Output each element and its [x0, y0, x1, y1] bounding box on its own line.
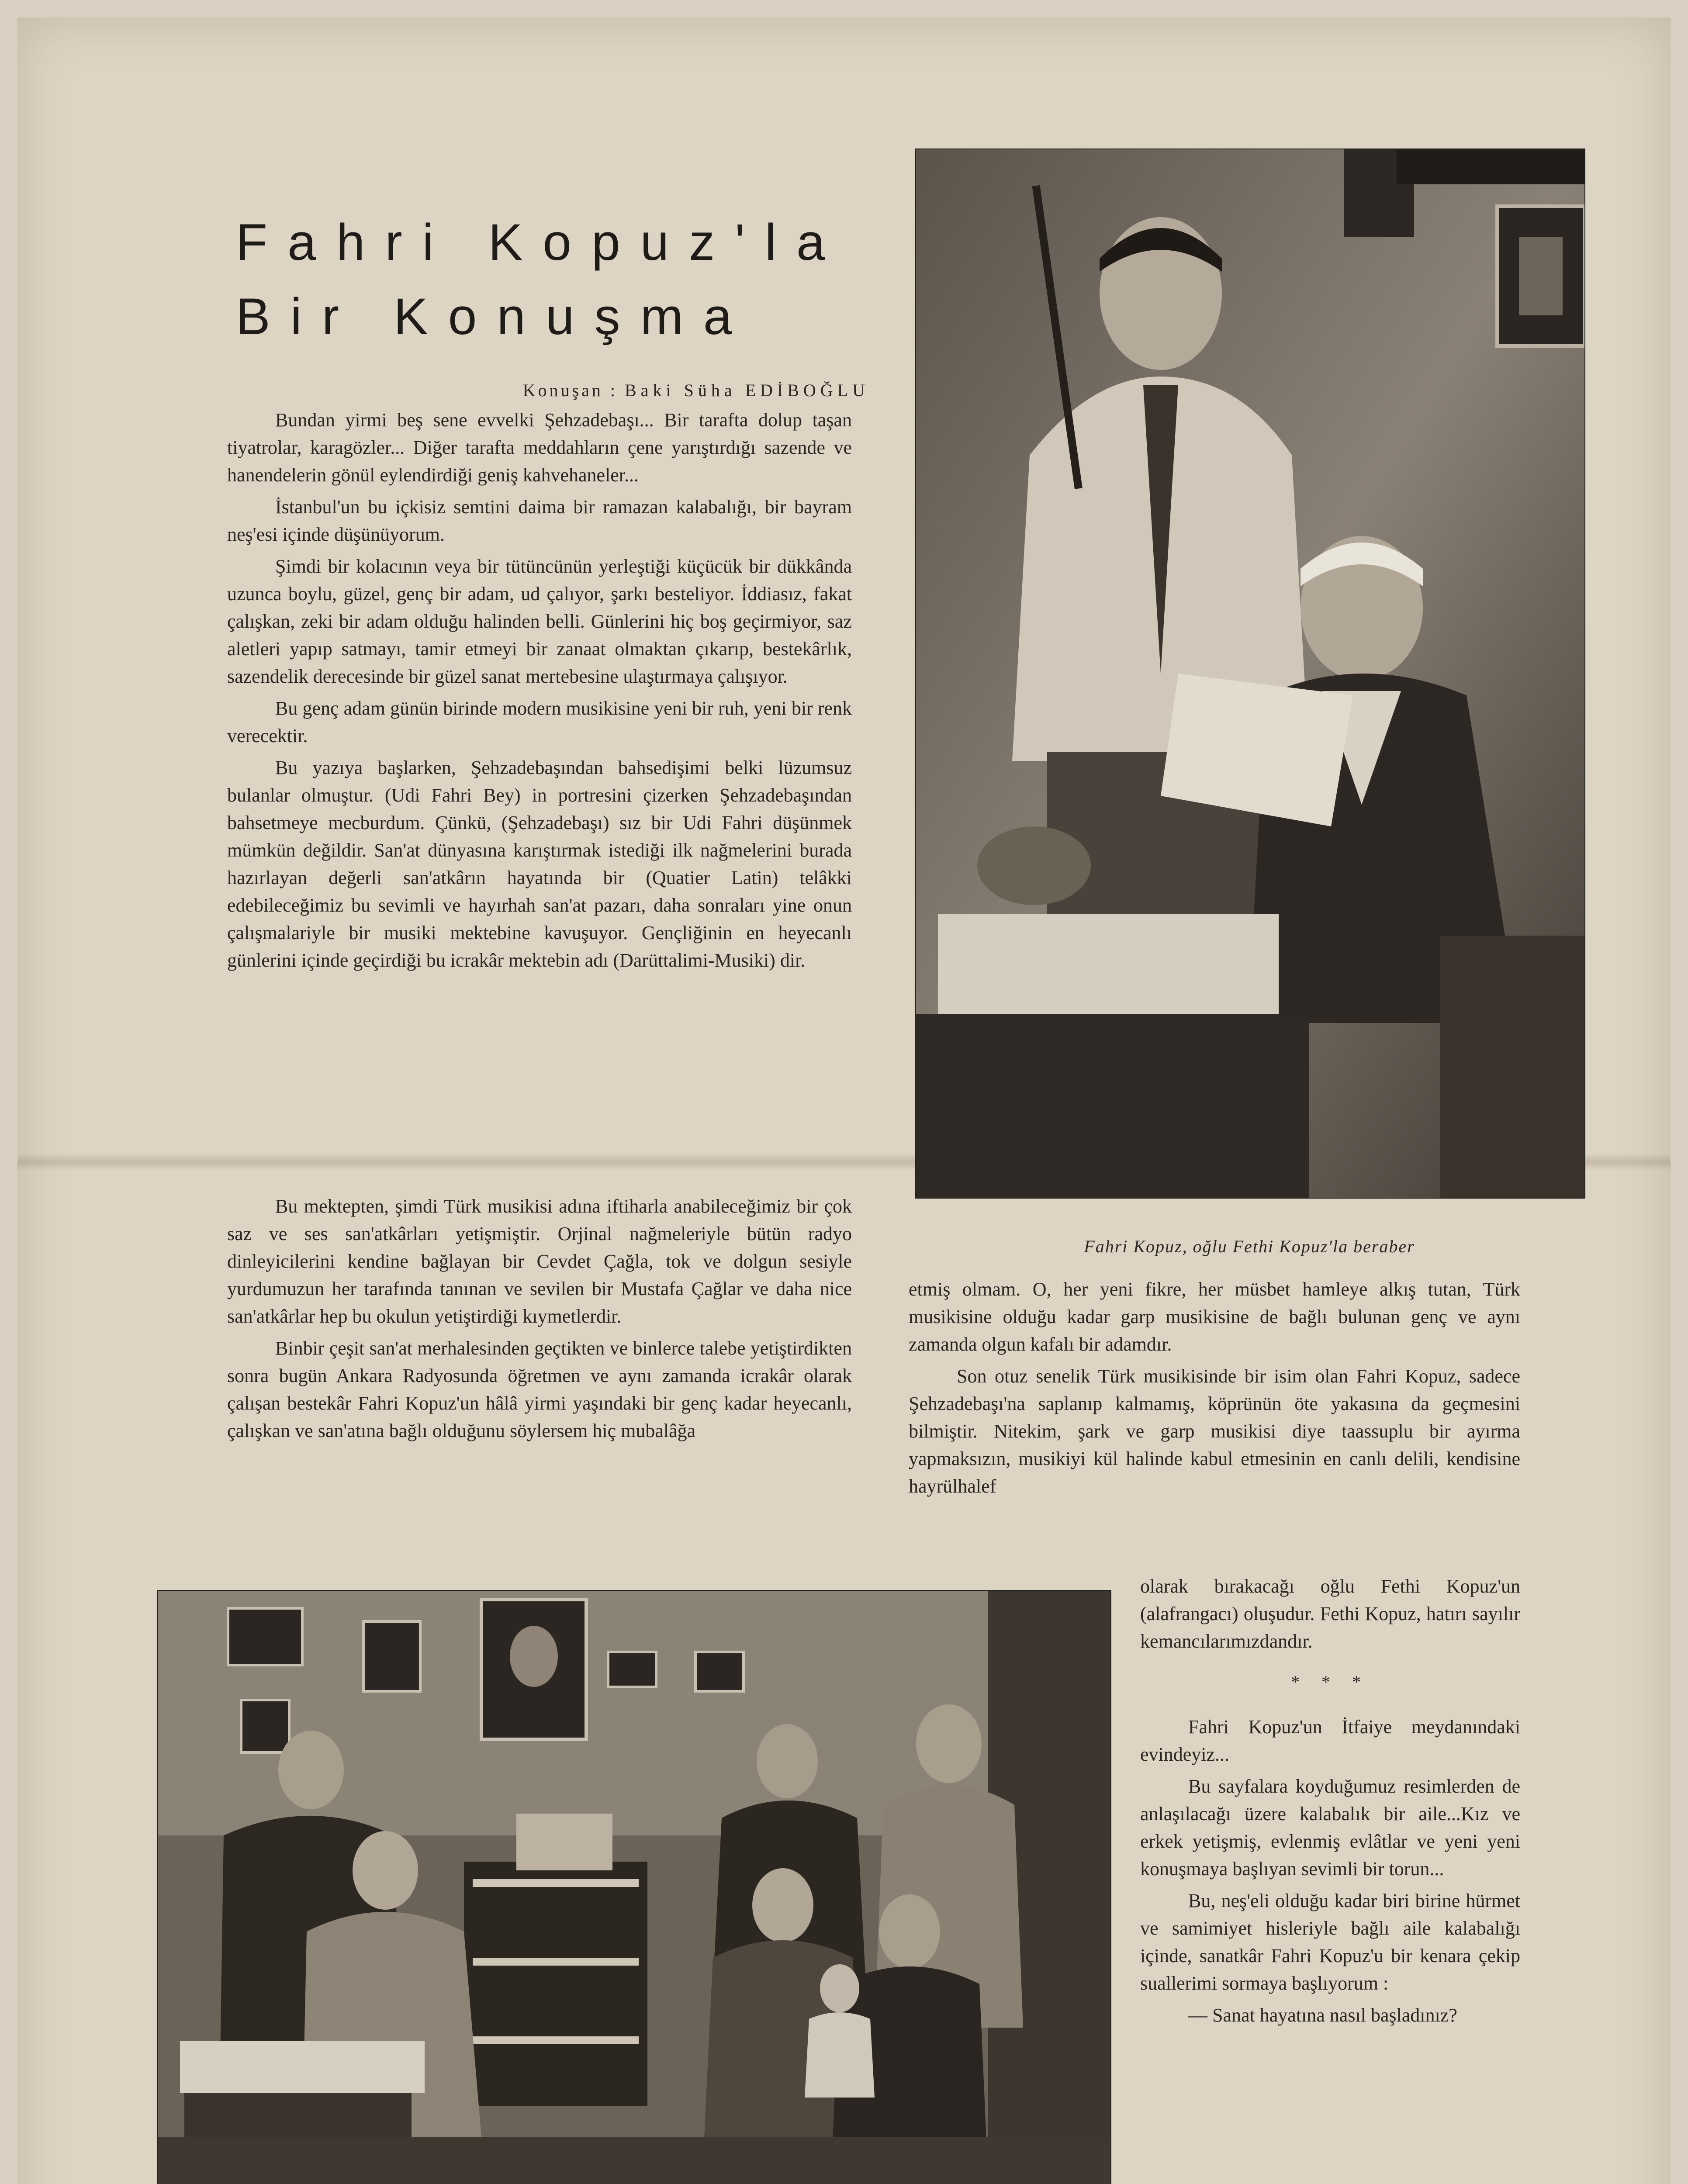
paragraph: Bu mektepten, şimdi Türk musikisi adına iftiharla anabileceğimiz bir çok saz ve ses san'atkârları yetişmiştir. Orjinal nağmeleriyle bütün radyo dinleyicilerini kendine bağlayan bir Cevdet Çağla, tok ve dolgun sesiyle yurdumuzun her tarafında tanınan ve sevilen bir Mustafa Çağlar ve daha nice san'atkârlar hep bu okulun yetiştirdiği kıymetlerdir. — [227, 1196, 852, 1327]
paragraph: Bu, neş'eli olduğu kadar biri birine hürmet ve samimiyet hisleriyle bağlı aile kalabalığı içinde, sanatkâr Fahri Kopuz'u bir kenara çekip suallerimi sormaya başlıyorum : — [1140, 1890, 1520, 1994]
caption-top-photo: Fahri Kopuz, oğlu Fethi Kopuz'la beraber — [1084, 1237, 1415, 1256]
paragraph: Bu sayfalara koyduğumuz resimlerden de anlaşılacağı üzere kalabalık bir aile...Kız ve erkek yetişmiş, evlenmiş evlâtlar ve yeni yeni konuşmaya başlıyan sevimli bir torun... — [1140, 1776, 1520, 1880]
byline-name: Baki Süha EDİBOĞLU — [625, 380, 869, 400]
paragraph: Bundan yirmi beş sene evvelki Şehzadebaşı... Bir tarafta dolup taşan tiyatrolar, karagözler... Diğer tarafta meddahların çene yarıştırdığı sazende ve hanendelerin gönül eylendirdiği geniş kahvehaneler... — [227, 409, 852, 486]
paragraph: Fahri Kopuz'un İtfaiye meydanındaki evindeyiz... — [1140, 1716, 1520, 1765]
section-separator: * * * — [1291, 1672, 1370, 1692]
title-line-2: Bir Konuşma — [236, 288, 752, 346]
paragraph: olarak bırakacağı oğlu Fethi Kopuz'un (alafrangacı) oluşudur. Fethi Kopuz, hatırı sayılır kemancılarımızdandır. — [1140, 1576, 1520, 1652]
left-column-bottom — [227, 1192, 852, 1449]
left-column-top — [227, 406, 852, 978]
right-column-narrow — [1140, 1572, 1520, 2033]
paragraph: Şimdi bir kolacının veya bir tütüncünün yerleştiği küçücük bir dükkânda uzunca boylu, güzel, genç bir adam, ud çalıyor, şarkı besteliyor. İddiasız, fakat çalışkan, zeki bir adam olduğu halinden belli. Günlerini hiç boş geçirmiyor, saz aletleri yapıp satmayı, tamir etmeyi bir zanaat olmaktan çıkarıp, bestekârlık, sazendelik derecesinde bir güzel sanat mertebesine ulaştırmaya çalışıyor. — [227, 556, 852, 687]
paragraph: — Sanat hayatına nasıl başladınız? — [1188, 2004, 1457, 2026]
photo-family-gathering-image — [158, 1591, 1110, 2184]
paragraph: Son otuz senelik Türk musikisinde bir isim olan Fahri Kopuz, sadece Şehzadebaşı'na saplanıp kalmamış, köprünün öte yakasına da geçmesini bilmiştir. Nitekim, şark ve garp musikisi diye taassuplu bir ayırma yapmaksızın, musikiyi kül halinde kabul etmesinin en canlı delili, kendisine hayrülhalef — [909, 1365, 1520, 1497]
title-line-1: Fahri Kopuz'la — [236, 214, 845, 271]
paragraph: Bu yazıya başlarken, Şehzadebaşından bahsedişimi belki lüzumsuz bulanlar olmuştur. (Udi Fahri Bey) in portresini çizerken Şehzadebaşından bahsetmeye mecburdum. Çünkü, (Şehzadebaşı) sız bir Udi Fahri düşünmek mümkün değildir. San'at dünyasına karıştırmak istediği ilk nağmelerini burada hazırlayan değerli san'atkârın hayatında bir (Quatier Latin) telâkki edebileceğimiz bu sevimli ve hayırhah san'at pazarı, daha sonraları yine onun çalışmalariyle bir musiki mektebine kavuşuyor. Gençliğinin en heyecanlı günlerini içinde geçirdiği bu icrakâr mektebin adı (Darüttalimi-Musiki) dir. — [227, 757, 852, 971]
paragraph: Bu genç adam günün birinde modern musikisine yeni bir ruh, yeni bir renk verecektir. — [227, 698, 852, 746]
paragraph: İstanbul'un bu içkisiz semtini daima bir ramazan kalabalığı, bir bayram neş'esi içinde düşünüyorum. — [227, 496, 852, 545]
magazine-page — [17, 17, 1671, 2184]
byline-label: Konuşan : — [522, 380, 618, 400]
right-column — [909, 1275, 1520, 1504]
photo-family-gathering — [157, 1590, 1111, 2184]
byline — [428, 380, 869, 401]
paragraph: etmiş olmam. O, her yeni fikre, her müsbet hamleye alkış tutan, Türk musikisine olduğu kadar garp musikisine de bağlı bulunan genç ve aynı zamanda olgun kafalı bir adamdır. — [909, 1279, 1520, 1355]
photo-father-and-son-image — [916, 149, 1584, 1198]
photo-father-and-son — [915, 149, 1585, 1199]
article-title — [236, 205, 874, 354]
paragraph: Binbir çeşit san'at merhalesinden geçtikten ve binlerce talebe yetiştirdikten sonra bugün Ankara Radyosunda öğretmen ve aynı zamanda icrakâr olarak çalışan bestekâr Fahri Kopuz'un hâlâ yirmi yaşındaki bir genç kadar heyecanlı, çalışkan ve san'atına bağlı olduğunu söylersem hiç mubalâğa — [227, 1337, 852, 1441]
